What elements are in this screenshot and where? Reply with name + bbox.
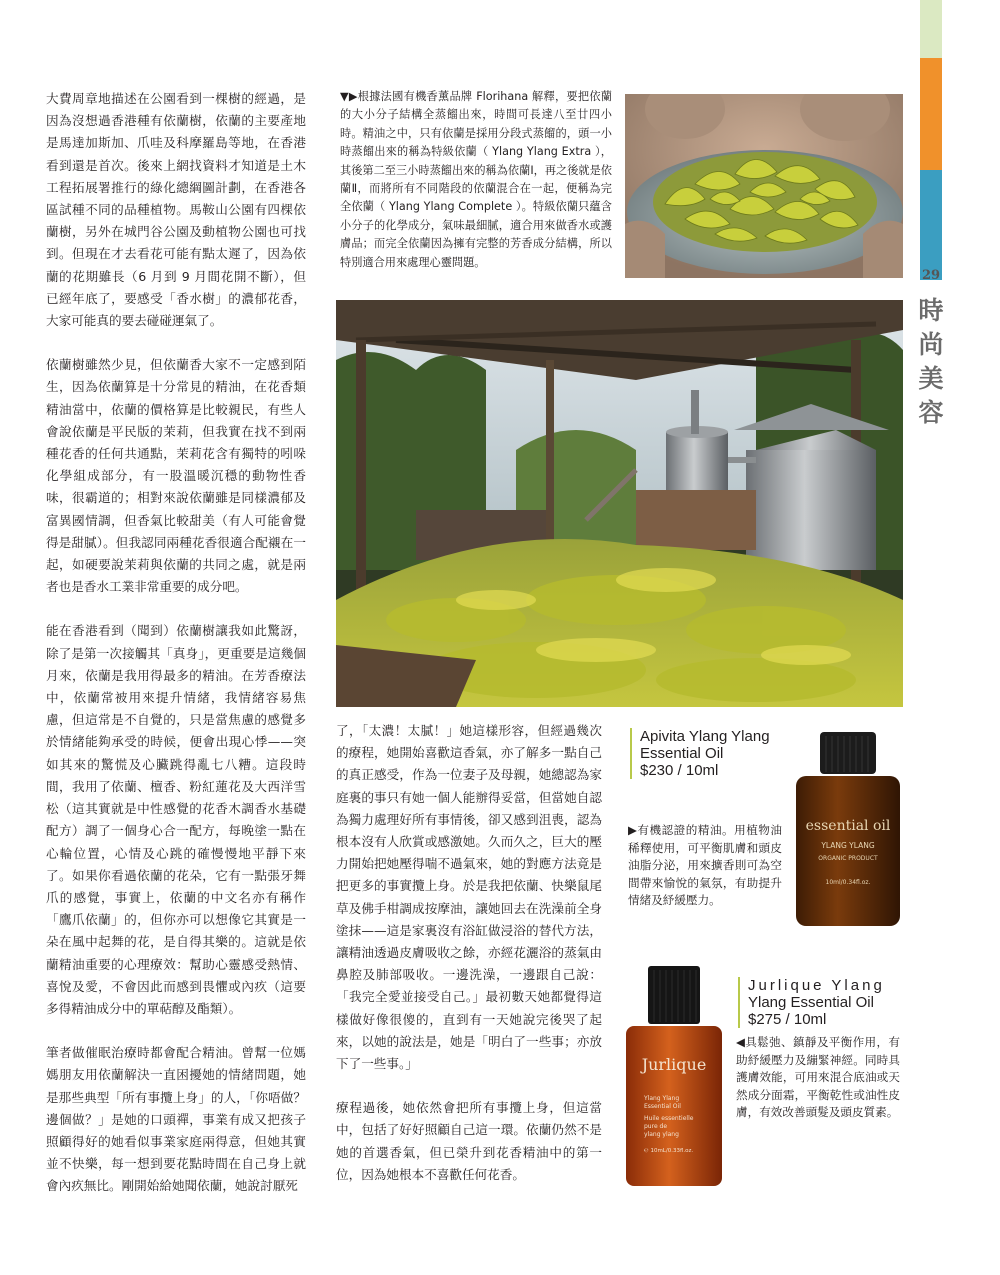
product-description-apivita: ▶有機認證的精油。用植物油稀釋使用，可平衡肌膚和頭皮油脂分泌，用來擴香則可為空間帶來愉悅的氣氛，有助提升情緒及紓緩壓力。	[628, 823, 782, 908]
bottle-label-line: 10ml/0.34fl.oz.	[825, 879, 871, 886]
article-paragraph: 了，「太濃！太膩！」她這樣形容，但經過幾次的療程，她開始喜歡這香氣，亦了解多一點自己的真正感受，作為一位妻子及母親，她總認為家庭裏的事只有她一個人能辦得妥當，但當她自認為獨力處理好所有事情後，卻又感到沮喪，認為根本沒有人欣賞或感激她。久而久之，巨大的壓力開始把她壓得喘不過氣來，她的對應方法竟是把更多的事實攬上身。於是我把依蘭、快樂鼠尾草及佛手柑調成按摩油，讓她回去在洗澡前全身塗抹——這是家裏沒有浴缸做浸浴的替代方法，讓精油透過皮膚吸收之餘，亦經花灑浴的蒸氣由鼻腔及肺部吸收。一邊洗澡，一邊跟自己說：「我完全愛並接受自己。」最初數天她都覺得這樣做好像很傻的，直到有一天她說完後哭了起來，以她的說法是，她是「明白了一些事；亦放下了一些事。」	[336, 723, 602, 1072]
jurlique-bottle-icon	[624, 966, 724, 1188]
bottle-label-line: YLANG YLANG	[821, 841, 875, 850]
section-color-tab-orange	[920, 58, 942, 170]
product-bottle-apivita	[792, 732, 904, 928]
product-bottle-jurlique	[624, 966, 724, 1188]
hands-flowers-illustration	[625, 94, 903, 278]
section-color-tab-blue	[920, 170, 942, 280]
bottle-label-line: ℮ 10mL/0.33fl.oz.	[644, 1148, 694, 1154]
photo-caption: ▼▶根據法國有機香薰品牌 Florihana 解釋，要把依蘭的大小分子結構全蒸餾出來，時間可長達八至廿四小時。精油之中，只有依蘭是採用分段式蒸餾的，頭一小時蒸餾出來的稱為特級依蘭（ Ylang Ylang Extra ），其後第二至三小時蒸餾出來的稱為依蘭Ⅰ，再之後就是依蘭Ⅱ，而將所有不同階段的依蘭混合在一起，便稱為完全依蘭（ Ylang Ylang Complete ）。特級依蘭只蘊含小分子的化學成分，氣味最細膩，適合用來做香水或護膚品；而完全依蘭因為擁有完整的芳香成分結構，所以特別適合用來處理心靈問題。	[340, 90, 612, 269]
product-name-line: Jurlique Ylang	[748, 977, 885, 994]
bottle-label-line: essential oil	[805, 818, 891, 834]
article-paragraph: 療程過後，她依然會把所有事攬上身，但這當中，包括了好好照顧自己這一環。依蘭仍然不是她的首選香氣，但已榮升到花香精油中的第一位，因為她根本不喜歡任何花香。	[336, 1100, 602, 1182]
product-price: $275 / 10ml	[748, 1011, 827, 1028]
distillery-illustration	[336, 300, 903, 707]
section-title	[918, 294, 944, 430]
section-title-char: 美	[918, 364, 944, 393]
bottle-label-line: ORGANIC PRODUCT	[818, 855, 878, 862]
bottle-label-line: Jurlique	[641, 1055, 707, 1074]
article-column-right	[336, 720, 602, 1208]
article-paragraph: 依蘭樹雖然少見，但依蘭香大家不一定感到陌生，因為依蘭算是十分常見的精油，在花香類精油當中，依蘭的價格算是比較親民，有些人會說依蘭是平民版的茉莉，但我實在找不到兩種花香的任何共通點，茉莉花含有獨特的吲哚化學組成部分，有一股溫暖沉穩的動物性香味，很霸道的；相對來說依蘭雖是同樣濃郁及富異國情調，但香氣比較甜美（有人可能會覺得是甜膩）。但我認同兩種花香很適合配襯在一起，如硬要說茉莉與依蘭的共同之處，就是兩者也是香水工業非常重要的成分吧。	[46, 357, 306, 595]
article-paragraph: 大費周章地描述在公園看到一棵樹的經過，是因為沒想過香港種有依蘭樹，依蘭的主要產地是馬達加斯加、爪哇及科摩羅島等地，在香港看到還是首次。後來上網找資料才知道是土木工程拓展署推行的綠化總綱圖計劃，在香港各區試種不同的品種植物。馬鞍山公園有四棵依蘭樹，另外在城門谷公園及動植物公園也可找到。但現在才去看花可能有點太遲了，因為依蘭的花期雖長（6 月到 9 月間花開不斷），但已經年底了，要感受「香水樹」的濃郁花香，大家可能真的要去碰碰運氣了。	[46, 91, 306, 329]
product-price: $230 / 10ml	[640, 762, 719, 779]
section-title-char: 容	[918, 398, 944, 427]
article-column-left	[46, 88, 306, 1220]
page-number: 29	[921, 268, 941, 283]
bottle-label-line: Essential Oil	[644, 1103, 681, 1110]
photo-hands-holding-flowers	[625, 94, 903, 278]
article-paragraph: 筆者做催眠治療時都會配合精油。曾幫一位媽媽朋友用依蘭解決一直困擾她的情緒問題，她是那些典型「所有事攬上身」的人，「你唔做？邊個做？」是她的口頭禪，事業有成又把孩子照顧得好的她看似事業家庭兩得意，但她其實並不快樂，每一想到要花點時間在自己身上就會內疚無比。剛開始給她聞依蘭，她說討厭死	[46, 1045, 306, 1194]
section-title-char: 尚	[918, 330, 944, 359]
product-label-apivita	[630, 728, 800, 779]
product-name-line: Ylang Essential Oil	[748, 994, 874, 1011]
apivita-bottle-icon	[792, 732, 904, 928]
bottle-label-line: pure de	[644, 1123, 668, 1130]
bottle-label-line: Ylang Ylang	[644, 1095, 680, 1102]
section-color-tab-green	[920, 0, 942, 58]
product-name-line: Essential Oil	[640, 745, 724, 762]
section-title-char: 時	[918, 296, 944, 325]
photo-ylang-distillery	[336, 300, 903, 707]
bottle-label-line: Huile essentielle	[644, 1115, 694, 1122]
product-description-jurlique: ◀具鬆弛、鎮靜及平衡作用，有助紓緩壓力及繃緊神經。同時具護膚效能，可用來混合底油或天然成分面霜，平衡乾性或油性皮膚，有效改善頭髮及頭皮質素。	[736, 1035, 900, 1120]
product-label-jurlique	[738, 977, 910, 1028]
product-name-line: Apivita Ylang Ylang	[640, 728, 770, 745]
bottle-label-line: ylang ylang	[644, 1131, 679, 1138]
article-paragraph: 能在香港看到（聞到）依蘭樹讓我如此驚訝，除了是第一次接觸其「真身」，更重要是這幾個月來，依蘭是我用得最多的精油。在芳香療法中，依蘭常被用來提升情緒，我情緒容易焦慮，但這常是不自覺的，只是當焦慮的感覺多於情緒能夠承受的時候，便會出現心悸——突如其來的驚慌及心臟跳得亂七八糟。這段時間，我用了依蘭、檀香、粉紅蓮花及大西洋雪松（這其實就是中性感覺的花香木調香水基礎配方）調了一個身心合一配方，每晚塗一點在心輪位置，心情及心跳的確慢慢地平靜下來了。如果你看過依蘭的花朵，它有一點張牙舞爪的感覺，事實上，依蘭的中文名亦有稱作「鷹爪依蘭」的，但你亦可以想像它其實是一朵在風中起舞的花，是自得其樂的。這就是依蘭精油重要的心理療效：幫助心靈感受熱情、喜悅及愛，不會因此而感到畏懼或內疚（這要多得精油成分中的單萜醇及酯類）。	[46, 623, 306, 1016]
